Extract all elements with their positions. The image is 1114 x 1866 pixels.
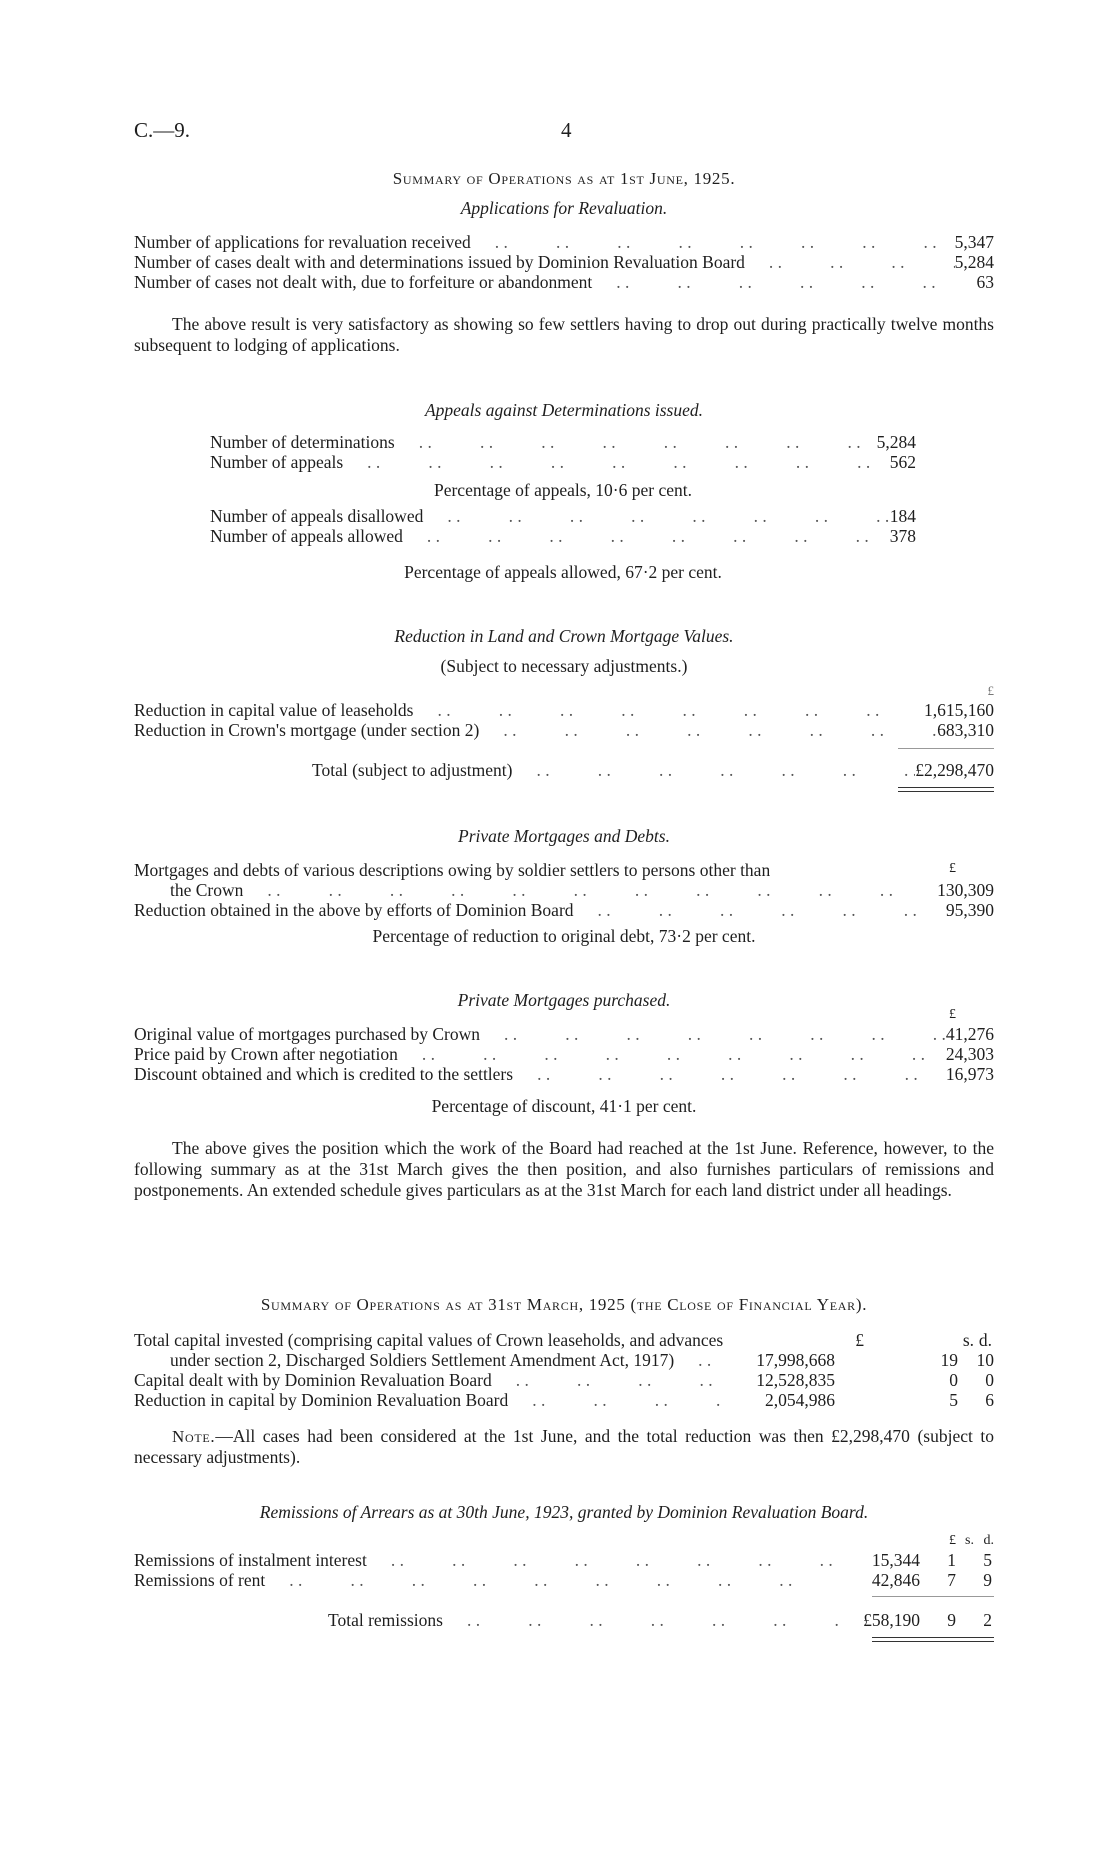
leader-dots (745, 252, 955, 273)
leader-dots (395, 432, 877, 453)
leader-dots (343, 452, 890, 473)
page-number: 4 (561, 118, 572, 142)
leader-dots (480, 1024, 946, 1045)
reduction-subheading: (Subject to necessary adjustments.) (440, 656, 688, 676)
pence-value: 0 (985, 1370, 994, 1390)
subtotal-rule (872, 1596, 994, 1597)
applications-row: Number of applications for revaluation received . . 5,347 (134, 232, 994, 253)
june-summary-title: Summary of Operations as at 1st June, 1925. (392, 169, 736, 188)
leader-dots (674, 1350, 725, 1371)
leader-dots (574, 900, 946, 921)
leader-dots (423, 506, 889, 527)
remissions-row: Remissions of rent . . 42,846 (134, 1570, 920, 1591)
currency-symbol: £ (949, 861, 956, 876)
march-row: under section 2, Discharged Soldiers Settlement Amendment Act, 1917) . . 17,998,668 (170, 1350, 835, 1371)
leader-dots (403, 526, 890, 547)
leader-dots (265, 1570, 840, 1591)
pence-value: 6 (985, 1390, 994, 1410)
appeals-row: Number of determinations . . 5,284 (210, 432, 916, 453)
appeals-row: Number of appeals disallowed . . 184 (210, 506, 916, 527)
purchased-heading: Private Mortgages purchased. (457, 990, 671, 1010)
leader-dots (243, 880, 937, 901)
total-double-rule-top (872, 1637, 994, 1638)
appeals-heading: Appeals against Determinations issued. (424, 400, 704, 420)
applications-heading: Applications for Revaluation. (460, 198, 668, 218)
pence-value: 5 (983, 1550, 992, 1570)
march-row: Reduction in capital by Dominion Revaluation Board . . 2,054,986 (134, 1390, 835, 1411)
private-debts-row: the Crown . . 130,309 (170, 880, 994, 901)
applications-row: Number of cases not dealt with, due to forfeiture or abandonment . . 63 (134, 272, 994, 293)
appeals-percentage: Percentage of appeals, 10·6 per cent. (433, 480, 692, 500)
total-double-rule-top (898, 787, 994, 788)
shillings-value: 0 (949, 1370, 958, 1390)
applications-row: Number of cases dealt with and determinations issued by Dominion Revaluation Board . . 5,284 (134, 252, 994, 273)
march-row-1-line-1: Total capital invested (comprising capital values of Crown leaseholds, and advances (134, 1330, 724, 1350)
shillings-value: 1 (947, 1550, 956, 1570)
shillings-value: 9 (947, 1610, 956, 1630)
reduction-total-row: Total (subject to adjustment) . . £2,298,470 (312, 760, 994, 781)
applications-note: The above result is very satisfactory as showing so few settlers having to drop out during practically twelve months subsequent to lodging of applications. (134, 314, 994, 355)
purchased-row: Original value of mortgages purchased by Crown . . 41,276 (134, 1024, 994, 1045)
remissions-total-row: Total remissions . . £58,190 (328, 1610, 920, 1631)
appeals-row: Number of appeals . . 562 (210, 452, 916, 473)
shillings-value: 7 (947, 1570, 956, 1590)
private-debts-percentage: Percentage of reduction to original debt, 73·2 per cent. (372, 926, 756, 946)
pence-value: 9 (983, 1570, 992, 1590)
pence-value: 10 (976, 1350, 994, 1370)
pence-column-heading: d. (983, 1533, 994, 1548)
pounds-column-heading: £ (855, 1330, 864, 1350)
shillings-value: 5 (949, 1390, 958, 1410)
appeals-row: Number of appeals allowed . . 378 (210, 526, 916, 547)
remissions-row: Remissions of instalment interest . . 15,344 (134, 1550, 920, 1571)
pence-column-heading: d. (978, 1330, 992, 1350)
private-debts-row-1-line-1: Mortgages and debts of various descriptions owing by soldier settlers to persons other than (134, 860, 771, 880)
note-lead: Note. (172, 1427, 216, 1446)
leader-dots (508, 1390, 725, 1411)
leader-dots (512, 760, 915, 781)
pence-value: 2 (983, 1610, 992, 1630)
total-double-rule-bottom (898, 791, 994, 792)
reduction-row: Reduction in capital value of leaseholds . . 1,615,160 (134, 700, 994, 721)
leader-dots (413, 700, 924, 721)
purchased-percentage: Percentage of discount, 41·1 per cent. (431, 1096, 697, 1116)
private-debts-row: Reduction obtained in the above by efforts of Dominion Board . . 95,390 (134, 900, 994, 921)
leader-dots (592, 272, 976, 293)
march-row: Capital dealt with by Dominion Revaluation Board . . 12,528,835 (134, 1370, 835, 1391)
pounds-column-heading: £ (949, 1533, 956, 1548)
shillings-column-heading: s. (962, 1330, 974, 1350)
closing-paragraph: The above gives the position which the work of the Board had reached at the 1st June. Reference, however, to the following summary as at the 31st March gives the then position, and also furnishes particulars of remissions and postponements. An extended schedule gives particulars as at the 31st March for each land district under all headings. (134, 1138, 994, 1200)
shillings-column-heading: s. (965, 1533, 974, 1548)
leader-dots (471, 232, 955, 253)
leader-dots (513, 1064, 946, 1085)
document-code: C.—9. (134, 118, 191, 142)
purchased-row: Discount obtained and which is credited to the settlers . . 16,973 (134, 1064, 994, 1085)
currency-symbol: £ (987, 683, 994, 698)
leader-dots (492, 1370, 725, 1391)
private-debts-heading: Private Mortgages and Debts. (458, 826, 670, 846)
appeals-allowed-percentage: Percentage of appeals allowed, 67·2 per cent. (404, 562, 722, 582)
currency-symbol: £ (949, 1007, 956, 1022)
march-summary-title: Summary of Operations as at 31st March, 1925 (the Close of Financial Year). (260, 1295, 868, 1314)
leader-dots (479, 720, 937, 741)
subtotal-rule (898, 748, 994, 749)
reduction-heading: Reduction in Land and Crown Mortgage Values. (394, 626, 734, 646)
shillings-value: 19 (940, 1350, 958, 1370)
reduction-row: Reduction in Crown's mortgage (under section 2) . . 683,310 (134, 720, 994, 741)
march-note (134, 1426, 994, 1468)
leader-dots (367, 1550, 840, 1571)
leader-dots (443, 1610, 840, 1631)
note-text: —All cases had been considered at the 1st June, and the total reduction was then £2,298,470 (subject to necessary adjustments). (134, 1426, 994, 1467)
total-double-rule-bottom (872, 1641, 994, 1642)
remissions-heading: Remissions of Arrears as at 30th June, 1923, granted by Dominion Revaluation Board. (259, 1502, 869, 1522)
purchased-row: Price paid by Crown after negotiation . . 24,303 (134, 1044, 994, 1065)
leader-dots (398, 1044, 946, 1065)
